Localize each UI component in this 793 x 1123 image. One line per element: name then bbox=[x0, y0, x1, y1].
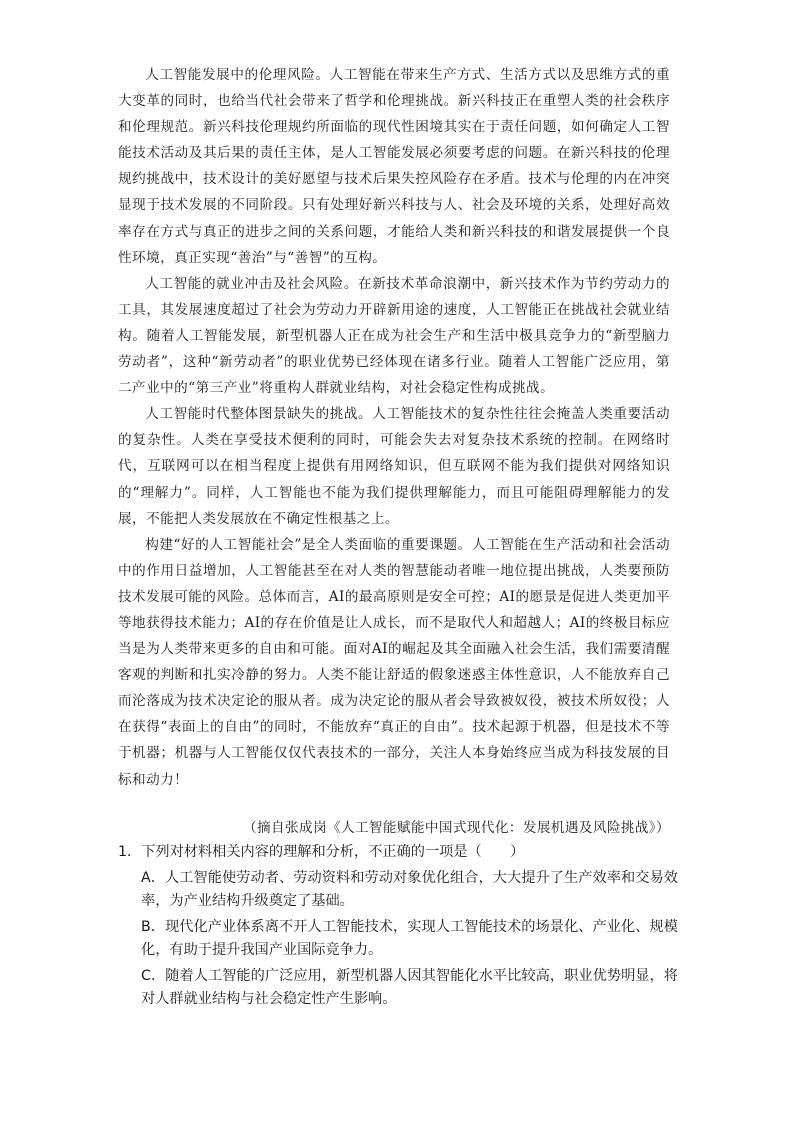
passage-paragraph: 构建“好的人工智能社会”是全人类面临的重要课题。人工智能在生产活动和社会活动中的作用日益增加，人工智能甚至在对人类的智慧能动者唯一地位提出挑战，人类要预防技术发展可能的风险。总体而言，AI的最高原则是安全可控；AI的愿景是促进人类更加平等地获得技术能力；AI的存在价值是让人成长，而不是取代人和超越人；AI的终极目标应当是为人类带来更多的自由和可能。面对AI的崛起及其全面融入社会生活，我们需要清醒客观的判断和扎实冷静的努力。人类不能让舒适的假象迷惑主体性意识，人不能放弃自己而沦落成为技术决定论的服从者。成为决定论的服从者会导致被奴役，被技术所奴役；人在获得“表面上的自由”的同时，不能放弃“真正的自由”。技术起源于机器，但是技术不等于机器；机器与人工智能仅仅代表技术的一部分，关注人本身始终应当成为科技发展的目标和动力！ bbox=[118, 536, 670, 788]
reading-passage bbox=[118, 62, 670, 793]
answer-option-b: B．现代化产业体系离不开人工智能技术，实现人工智能技术的场景化、产业化、规模化，有助于提升我国产业国际竞争力。 bbox=[141, 918, 678, 958]
answer-options bbox=[118, 867, 678, 1011]
answer-option-a: A．人工智能使劳动者、劳动资料和劳动对象优化组合，大大提升了生产效率和交易效率，为产业结构升级奠定了基础。 bbox=[141, 869, 678, 909]
answer-option-c: C．随着人工智能的广泛应用，新型机器人因其智能化水平比较高，职业优势明显，将对人群就业结构与社会稳定性产生影响。 bbox=[141, 967, 678, 1007]
passage-paragraph: 人工智能发展中的伦理风险。人工智能在带来生产方式、生活方式以及思维方式的重大变革的同时，也给当代社会带来了哲学和伦理挑战。新兴科技正在重塑人类的社会秩序和伦理规范。新兴科技伦理规约所面临的现代性困境其实在于责任问题，如何确定人工智能技术活动及其后果的责任主体，是人工智能发展必须要考虑的问题。在新兴科技的伦理规约挑战中，技术设计的美好愿望与技术后果失控风险存在矛盾。技术与伦理的内在冲突显现于技术发展的不同阶段。只有处理好新兴科技与人、社会及环境的关系，处理好高效率存在方式与真正的进步之间的关系问题，才能给人类和新兴科技的和谐发展提供一个良性环境，真正实现“善治”与“善智”的互构。 bbox=[118, 67, 670, 266]
question-stem: 1．下列对材料相关内容的理解和分析，不正确的一项是（ ） bbox=[118, 844, 525, 860]
passage-paragraph: 人工智能时代整体图景缺失的挑战。人工智能技术的复杂性往往会掩盖人类重要活动的复杂性。人类在享受技术便利的同时，可能会失去对复杂技术系统的控制。在网络时代，互联网可以在相当程度上提供有用网络知识，但互联网不能为我们提供对网络知识的“理解力”。同样，人工智能也不能为我们提供理解能力，而且可能阻碍理解能力的发展，不能把人类发展放在不确定性根基之上。 bbox=[118, 406, 670, 527]
passage-source-citation: （摘自张成岗《人工智能赋能中国式现代化：发展机遇及风险挑战》） bbox=[242, 820, 670, 836]
passage-paragraph: 人工智能的就业冲击及社会风险。在新技术革命浪潮中，新兴技术作为节约劳动力的工具，其发展速度超过了社会为劳动力开辟新用途的速度，人工智能正在挑战社会就业结构。随着人工智能发展，新型机器人正在成为社会生产和生活中极具竞争力的“新型脑力劳动者”，这种“新劳动者”的职业优势已经体现在诸多行业。随着人工智能广泛应用，第二产业中的“第三产业”将重构人群就业结构，对社会稳定性构成挑战。 bbox=[118, 275, 670, 397]
question-block bbox=[118, 841, 678, 1014]
